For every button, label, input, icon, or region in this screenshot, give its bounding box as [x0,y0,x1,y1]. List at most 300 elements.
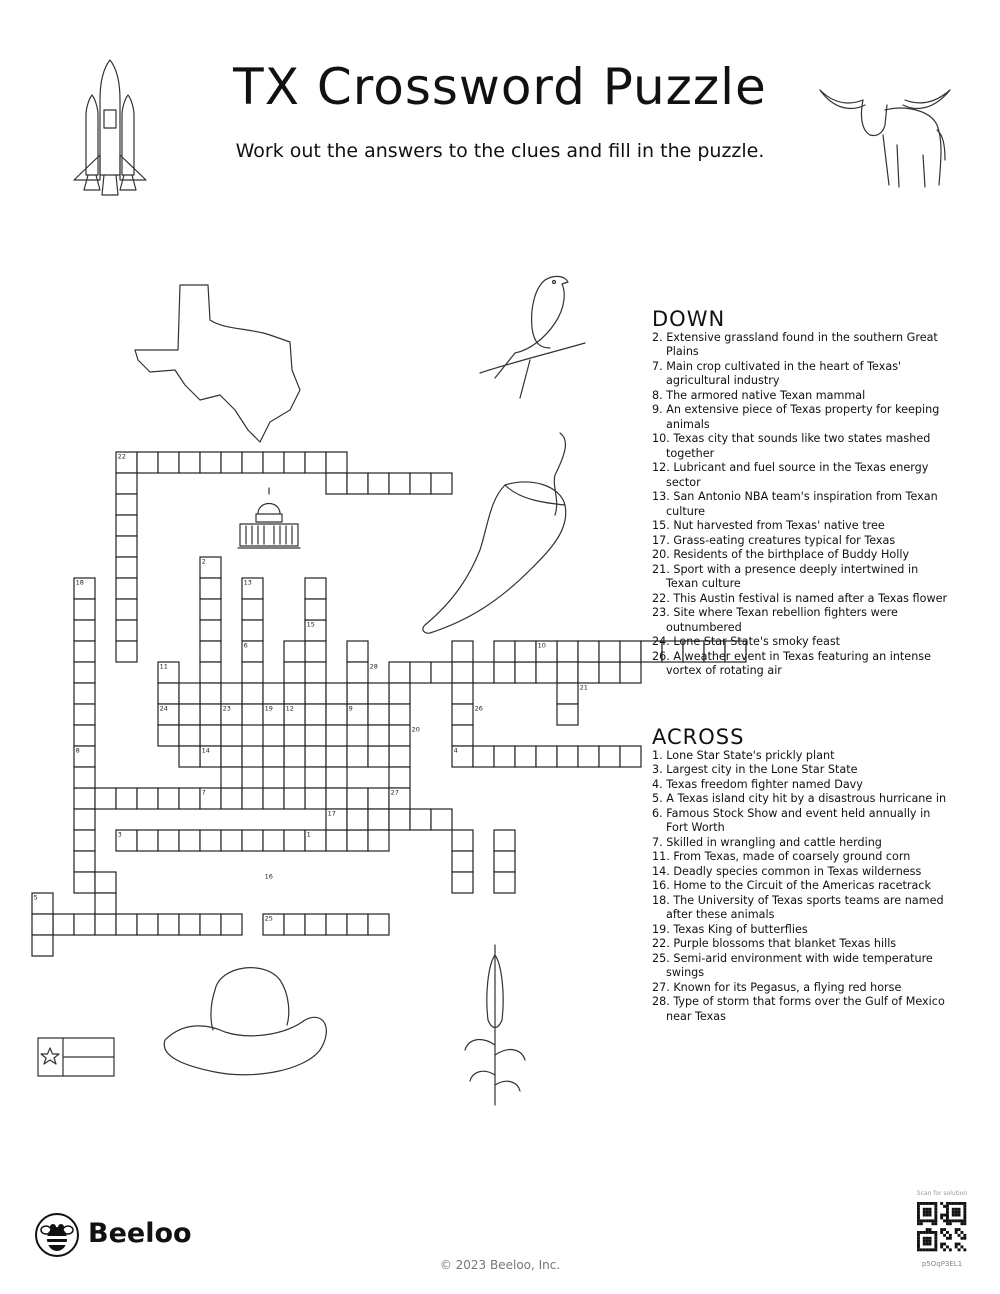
grid-cell[interactable] [116,557,137,578]
grid-cell[interactable] [284,746,305,767]
grid-cell[interactable] [137,452,158,473]
grid-cell[interactable] [158,788,179,809]
grid-cell[interactable] [389,704,410,725]
qr-module [961,1231,964,1234]
grid-cell[interactable] [263,452,284,473]
qr-module [932,1219,935,1222]
grid-cell[interactable] [284,830,305,851]
qr-module [934,1243,937,1246]
grid-cell[interactable] [557,662,578,683]
grid-cell[interactable] [74,872,95,893]
qr-module [961,1246,964,1249]
grid-cell[interactable] [389,725,410,746]
qr-module [955,1231,958,1234]
grid-cell[interactable] [242,620,263,641]
grid-cell[interactable] [389,746,410,767]
grid-number-3: 3 [117,830,122,839]
grid-cell[interactable] [305,578,326,599]
grid-cell[interactable] [116,473,137,494]
qr-module [949,1222,952,1225]
grid-cell[interactable] [284,662,305,683]
grid-cell[interactable] [326,914,347,935]
grid-cell[interactable] [494,851,515,872]
grid-cell[interactable] [74,830,95,851]
qr-module [929,1214,932,1217]
grid-cell[interactable] [116,641,137,662]
grid-cell[interactable] [74,641,95,662]
grid-cell[interactable] [242,788,263,809]
grid-cell[interactable] [137,914,158,935]
grid-cell[interactable] [452,872,473,893]
grid-cell[interactable] [389,809,410,830]
grid-number-20: 20 [411,725,420,734]
qr-module [917,1214,920,1217]
grid-cell[interactable] [620,746,641,767]
grid-cell[interactable] [242,599,263,620]
down-heading: DOWN [652,307,726,331]
grid-number-25: 25 [264,914,273,923]
grid-cell[interactable] [347,683,368,704]
grid-cell[interactable] [515,641,536,662]
grid-cell[interactable] [368,914,389,935]
grid-cell[interactable] [494,746,515,767]
grid-cell[interactable] [74,599,95,620]
qr-module [946,1222,949,1225]
across-clue: 25. Semi-arid environment with wide temperature swings [652,951,933,979]
across-clue: 27. Known for its Pegasus, a flying red horse [652,980,902,994]
grid-cell[interactable] [452,683,473,704]
down-clue: 22. This Austin festival is named after a Texas flower [652,591,948,605]
grid-cell[interactable] [74,725,95,746]
grid-cell[interactable] [515,746,536,767]
grid-cell[interactable] [221,767,242,788]
qr-module [961,1219,964,1222]
qr-module [917,1234,920,1237]
grid-cell[interactable] [305,683,326,704]
grid-cell[interactable] [326,788,347,809]
grid-cell[interactable] [74,620,95,641]
grid-number-8: 8 [75,746,80,755]
grid-cell[interactable] [221,452,242,473]
grid-cell[interactable] [95,914,116,935]
qr-module [917,1217,920,1220]
grid-cell[interactable] [557,746,578,767]
grid-cell[interactable] [368,725,389,746]
across-heading: ACROSS [652,725,745,749]
grid-cell[interactable] [116,494,137,515]
qr-module [934,1208,937,1211]
grid-cell[interactable] [179,704,200,725]
grid-cell[interactable] [368,704,389,725]
grid-cell[interactable] [431,809,452,830]
grid-cell[interactable] [347,746,368,767]
grid-cell[interactable] [305,704,326,725]
qr-module [949,1237,952,1240]
grid-cell[interactable] [263,830,284,851]
grid-cell[interactable] [200,578,221,599]
grid-cell[interactable] [368,809,389,830]
qr-module [943,1228,946,1231]
grid-cell[interactable] [200,641,221,662]
qr-module [934,1240,937,1243]
grid-cell[interactable] [452,641,473,662]
qr-module [917,1243,920,1246]
qr-module [917,1211,920,1214]
qr-module [946,1237,949,1240]
qr-module [952,1219,955,1222]
qr-module [934,1211,937,1214]
qr-module [934,1248,937,1251]
qr-module [940,1214,943,1217]
grid-cell[interactable] [368,683,389,704]
across-clue: 28. Type of storm that forms over the Gulf of Mexico near Texas [652,995,945,1023]
puzzle-code: p5OqP3EL1 [921,1260,963,1268]
grid-cell[interactable] [179,452,200,473]
grid-cell[interactable] [242,683,263,704]
grid-cell[interactable] [200,599,221,620]
qr-module [917,1202,920,1205]
qr-module [926,1219,929,1222]
qr-module [929,1231,932,1234]
grid-cell[interactable] [305,746,326,767]
grid-cell[interactable] [305,662,326,683]
grid-cell[interactable] [179,683,200,704]
qr-module [963,1211,966,1214]
grid-cell[interactable] [389,662,410,683]
grid-cell[interactable] [326,725,347,746]
grid-cell[interactable] [74,767,95,788]
qr-module [955,1243,958,1246]
qr-module [926,1214,929,1217]
grid-cell[interactable] [200,704,221,725]
grid-cell[interactable] [263,725,284,746]
grid-cell[interactable] [116,914,137,935]
grid-cell[interactable] [326,746,347,767]
grid-cell[interactable] [74,851,95,872]
grid-cell[interactable] [116,788,137,809]
qr-module [929,1219,932,1222]
qr-module [958,1248,961,1251]
grid-cell[interactable] [368,788,389,809]
qr-module [955,1214,958,1217]
grid-cell[interactable] [494,872,515,893]
grid-cell[interactable] [431,662,452,683]
grid-cell[interactable] [452,662,473,683]
grid-cell[interactable] [368,473,389,494]
grid-cell[interactable] [599,746,620,767]
grid-cell[interactable] [578,746,599,767]
grid-cell[interactable] [158,452,179,473]
grid-cell[interactable] [326,767,347,788]
qr-module [946,1205,949,1208]
grid-cell[interactable] [221,683,242,704]
grid-cell[interactable] [305,599,326,620]
across-clue: 3. Largest city in the Lone Star State [652,763,858,776]
grid-cell[interactable] [431,473,452,494]
grid-cell[interactable] [200,830,221,851]
grid-cell[interactable] [599,641,620,662]
grid-cell[interactable] [452,704,473,725]
qr-module [949,1234,952,1237]
grid-cell[interactable] [305,641,326,662]
grid-cell[interactable] [242,704,263,725]
qr-module [929,1208,932,1211]
grid-cell[interactable] [326,452,347,473]
across-clue: 4. Texas freedom fighter named Davy [652,777,863,791]
grid-number-11: 11 [159,662,168,671]
grid-cell[interactable] [200,620,221,641]
grid-cell[interactable] [158,725,179,746]
grid-cell[interactable] [242,830,263,851]
qr-module [932,1248,935,1251]
grid-cell[interactable] [347,809,368,830]
grid-cell[interactable] [389,473,410,494]
grid-cell[interactable] [263,788,284,809]
qr-module [920,1248,923,1251]
page-subtitle: Work out the answers to the clues and fill in the puzzle. [235,140,765,162]
down-clue: 15. Nut harvested from Texas' native tree [652,519,885,532]
grid-number-14: 14 [201,746,210,755]
grid-cell[interactable] [347,830,368,851]
qr-module [926,1228,929,1231]
grid-cell[interactable] [347,662,368,683]
grid-cell[interactable] [74,809,95,830]
grid-cell[interactable] [473,662,494,683]
qr-module [917,1248,920,1251]
grid-cell[interactable] [116,515,137,536]
grid-cell[interactable] [515,662,536,683]
grid-cell[interactable] [284,452,305,473]
grid-cell[interactable] [263,767,284,788]
qr-module [943,1248,946,1251]
qr-module [940,1228,943,1231]
qr-module [940,1231,943,1234]
grid-cell[interactable] [389,683,410,704]
grid-cell[interactable] [137,830,158,851]
grid-cell[interactable] [95,788,116,809]
grid-cell[interactable] [74,914,95,935]
grid-cell[interactable] [494,830,515,851]
qr-module [934,1205,937,1208]
grid-cell[interactable] [326,473,347,494]
grid-cell[interactable] [368,830,389,851]
qr-module [958,1243,961,1246]
qr-module [955,1228,958,1231]
grid-cell[interactable] [305,788,326,809]
grid-cell[interactable] [326,830,347,851]
grid-number-2: 2 [201,557,206,566]
grid-number-7: 7 [201,788,206,797]
grid-cell[interactable] [347,641,368,662]
grid-cell[interactable] [536,746,557,767]
grid-cell[interactable] [284,788,305,809]
grid-cell[interactable] [116,578,137,599]
qr-module [917,1205,920,1208]
grid-cell[interactable] [263,683,284,704]
qr-module [920,1222,923,1225]
qr-module [929,1237,932,1240]
grid-cell[interactable] [452,725,473,746]
grid-cell[interactable] [410,809,431,830]
grid-cell[interactable] [242,662,263,683]
across-clue: 18. The University of Texas sports teams are named after these animals [652,893,944,921]
qr-module [940,1202,943,1205]
qr-module [940,1246,943,1249]
down-clue: 20. Residents of the birthplace of Buddy Holly [652,548,910,561]
qr-module [946,1231,949,1234]
grid-cell[interactable] [179,830,200,851]
qr-module [952,1202,955,1205]
grid-cell[interactable] [263,746,284,767]
grid-cell[interactable] [95,872,116,893]
qr-module [963,1214,966,1217]
grid-cell[interactable] [74,704,95,725]
grid-cell[interactable] [116,620,137,641]
grid-cell[interactable] [620,641,641,662]
down-clue: 8. The armored native Texan mammal [652,388,866,402]
qr-module [929,1243,932,1246]
across-clue: 19. Texas King of butterflies [652,922,808,936]
grid-cell[interactable] [158,914,179,935]
grid-cell[interactable] [347,473,368,494]
grid-cell[interactable] [74,788,95,809]
qr-module [934,1202,937,1205]
grid-cell[interactable] [368,746,389,767]
grid-cell[interactable] [32,935,53,956]
grid-cell[interactable] [179,746,200,767]
grid-cell[interactable] [452,851,473,872]
grid-number-5: 5 [33,893,38,902]
grid-cell[interactable] [221,746,242,767]
across-clues [652,725,952,1024]
grid-cell[interactable] [32,914,53,935]
across-clue: 1. Lone Star State's prickly plant [652,748,835,762]
grid-cell[interactable] [200,914,221,935]
grid-number-19: 19 [264,704,273,713]
grid-cell[interactable] [410,473,431,494]
qr-module [952,1208,955,1211]
grid-cell[interactable] [221,830,242,851]
grid-cell[interactable] [284,683,305,704]
qr-module [963,1208,966,1211]
grid-number-17: 17 [327,809,336,818]
grid-cell[interactable] [284,725,305,746]
grid-cell[interactable] [200,683,221,704]
qr-module [946,1214,949,1217]
grid-cell[interactable] [347,788,368,809]
grid-cell[interactable] [74,662,95,683]
qr-module [946,1202,949,1205]
grid-cell[interactable] [494,641,515,662]
grid-cell[interactable] [158,830,179,851]
grid-cell[interactable] [578,641,599,662]
qr-module [934,1234,937,1237]
grid-cell[interactable] [578,662,599,683]
qr-module [946,1211,949,1214]
qr-module [961,1222,964,1225]
grid-cell[interactable] [137,788,158,809]
grid-cell[interactable] [158,683,179,704]
grid-number-9: 9 [348,704,353,713]
grid-cell[interactable] [116,599,137,620]
qr-code-icon[interactable] [917,1202,967,1252]
grid-cell[interactable] [179,725,200,746]
grid-cell[interactable] [179,788,200,809]
grid-cell[interactable] [599,662,620,683]
scan-label: Scan for solution [916,1190,968,1197]
grid-cell[interactable] [452,830,473,851]
qr-module [955,1246,958,1249]
qr-module [926,1237,929,1240]
qr-module [963,1202,966,1205]
grid-cell[interactable] [221,914,242,935]
grid-number-22: 22 [117,452,126,461]
qr-module [963,1217,966,1220]
grid-cell[interactable] [242,746,263,767]
grid-cell[interactable] [242,452,263,473]
grid-cell[interactable] [200,452,221,473]
grid-cell[interactable] [200,662,221,683]
grid-cell[interactable] [557,641,578,662]
qr-module [943,1205,946,1208]
grid-cell[interactable] [557,704,578,725]
grid-cell[interactable] [284,914,305,935]
grid-cell[interactable] [221,788,242,809]
grid-cell[interactable] [74,683,95,704]
grid-cell[interactable] [95,893,116,914]
grid-cell[interactable] [557,683,578,704]
grid-cell[interactable] [305,725,326,746]
grid-cell[interactable] [326,704,347,725]
grid-number-23: 23 [222,704,231,713]
grid-cell[interactable] [305,767,326,788]
grid-cell[interactable] [389,767,410,788]
grid-cell[interactable] [305,914,326,935]
grid-cell[interactable] [473,746,494,767]
grid-cell[interactable] [347,914,368,935]
qr-module [946,1246,949,1249]
qr-module [963,1237,966,1240]
grid-cell[interactable] [200,725,221,746]
down-clue: 13. San Antonio NBA team's inspiration from Texan culture [652,490,938,518]
down-clue: 10. Texas city that sounds like two states mashed together [652,432,931,460]
grid-number-6: 6 [243,641,248,650]
grid-number-10: 10 [537,641,546,650]
down-clues [652,307,952,679]
qr-module [923,1202,926,1205]
grid-cell[interactable] [284,641,305,662]
grid-cell[interactable] [326,683,347,704]
qr-module [952,1214,955,1217]
grid-cell[interactable] [494,662,515,683]
qr-module [946,1217,949,1220]
grid-cell[interactable] [536,662,557,683]
grid-number-26: 26 [474,704,483,713]
grid-cell[interactable] [221,725,242,746]
grid-cell[interactable] [410,662,431,683]
qr-module [958,1208,961,1211]
grid-cell[interactable] [179,914,200,935]
grid-cell[interactable] [620,662,641,683]
qr-module [926,1248,929,1251]
qr-module [934,1231,937,1234]
grid-cell[interactable] [53,914,74,935]
across-clue: 22. Purple blossoms that blanket Texas hills [652,937,897,950]
grid-cell[interactable] [305,452,326,473]
grid-cell[interactable] [116,536,137,557]
qr-module [929,1240,932,1243]
qr-module [958,1219,961,1222]
